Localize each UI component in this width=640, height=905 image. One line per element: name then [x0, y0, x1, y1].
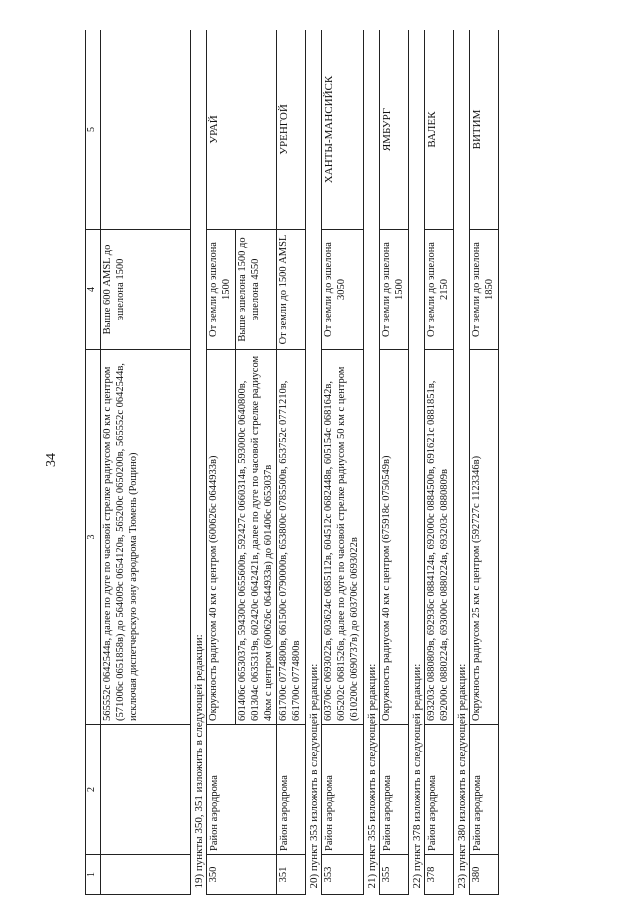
item-number: 353	[322, 855, 363, 895]
item-number: 351	[277, 855, 306, 895]
table-row	[380, 30, 409, 895]
aerodrome-name: ЯМБУРГ	[380, 30, 409, 230]
cell-empty	[101, 30, 191, 230]
table-row	[207, 30, 236, 895]
altitude-cell: Выше 600 AMSL до эшелона 1500	[101, 230, 191, 350]
table-row	[277, 30, 306, 895]
altitude-cell: От земли до эшелона 1500	[207, 230, 236, 350]
document-sheet	[85, 30, 555, 895]
table-row	[425, 30, 454, 895]
item-number: 350	[207, 855, 277, 895]
coords-cell: 693203с 0880809в, 692936с 0884124в, 692000с 0884500в, 691621с 0881851в, 692000с 0880224в, 693000с 0880224в, 693203с 0880809в	[425, 350, 454, 725]
aerodrome-name: ВИТИМ	[470, 30, 499, 230]
item-number: 380	[470, 855, 499, 895]
area-name: Район аэродрома	[207, 725, 277, 855]
aerodrome-name: ХАНТЫ-МАНСИЙСК	[322, 30, 363, 230]
section-heading-row	[305, 30, 321, 895]
coords-cell: 661700с 0774800в, 661500с 0790000в, 653800с 0785500в, 653752с 0771210в, 661700с 0774800в	[277, 350, 306, 725]
altitude-cell: От земли до эшелона 1850	[470, 230, 499, 350]
table-row	[470, 30, 499, 895]
aerodrome-name: УРЕНГОЙ	[277, 30, 306, 230]
cell-empty	[101, 725, 191, 855]
coords-cell: 601406с 0653037в, 594300с 0655600в, 592427с 0660314в, 593000с 0640800в, 601304с 0635319в, 602420с 0642421в, далее по дуге по часовой стрелке радиусом 40км с центром (600626с 0644933в) до 601406с 0653037в	[236, 350, 277, 725]
airspace-table	[85, 30, 499, 895]
rotated-page-frame	[85, 30, 555, 895]
cell-empty	[101, 855, 191, 895]
page-number: 34	[44, 453, 59, 467]
section-heading-row	[363, 30, 379, 895]
section-heading-row	[453, 30, 469, 895]
section-heading: 23) пункт 380 изложить в следующей редакции:	[453, 30, 469, 895]
coords-cell: Окружность радиусом 40 км с центром (675918с 0750549в)	[380, 350, 409, 725]
area-name: Район аэродрома	[425, 725, 454, 855]
section-heading-row	[191, 30, 207, 895]
table-row	[101, 30, 191, 895]
area-name: Район аэродрома	[470, 725, 499, 855]
altitude-cell: Выше эшелона 1500 до эшелона 4550	[236, 230, 277, 350]
coords-cell: Окружность радиусом 25 км с центром (592727с 1123346в)	[470, 350, 499, 725]
section-heading: 19) пункты 350, 351 изложить в следующей редакции:	[191, 30, 207, 895]
col-header-1: 1	[86, 855, 101, 895]
table-row	[322, 30, 363, 895]
section-heading: 22) пункт 378 изложить в следующей редакции:	[408, 30, 424, 895]
coords-cell: Окружность радиусом 40 км с центром (600626с 0644933в)	[207, 350, 236, 725]
item-number: 355	[380, 855, 409, 895]
area-name: Район аэродрома	[380, 725, 409, 855]
altitude-cell: От земли до эшелона 1500	[380, 230, 409, 350]
coords-cell: 565552с 0642544в, далее по дуге по часовой стрелке радиусом 60 км с центром (571006с 0651858в) до 564009с 0654120в, 565200с 0650200в, 565552с 0642544в, исключая диспетчерскую зону аэродрома Тюмень (Рощино)	[101, 350, 191, 725]
altitude-cell: От земли до эшелона 2150	[425, 230, 454, 350]
section-heading: 21) пункт 355 изложить в следующей редакции:	[363, 30, 379, 895]
section-heading-row	[408, 30, 424, 895]
altitude-cell: От земли до 1500 AMSL	[277, 230, 306, 350]
item-number: 378	[425, 855, 454, 895]
section-heading: 20) пункт 353 изложить в следующей редакции:	[305, 30, 321, 895]
altitude-cell: От земли до эшелона 3050	[322, 230, 363, 350]
col-header-5: 5	[86, 30, 101, 230]
aerodrome-name: ВАЛЕК	[425, 30, 454, 230]
area-name: Район аэродрома	[322, 725, 363, 855]
area-name: Район аэродрома	[277, 725, 306, 855]
col-header-4: 4	[86, 230, 101, 350]
col-header-3: 3	[86, 350, 101, 725]
aerodrome-name: УРАЙ	[207, 30, 277, 230]
coords-cell: 603706с 0693022в, 603624с 0685112в, 604512с 0682448в, 605154с 0681642в, 605202с 0681526в, далее по дуге по часовой стрелке радиусом 50 км с центром (610200с 0690737в) до 603706с 0693022в	[322, 350, 363, 725]
header-row	[86, 30, 101, 895]
col-header-2: 2	[86, 725, 101, 855]
